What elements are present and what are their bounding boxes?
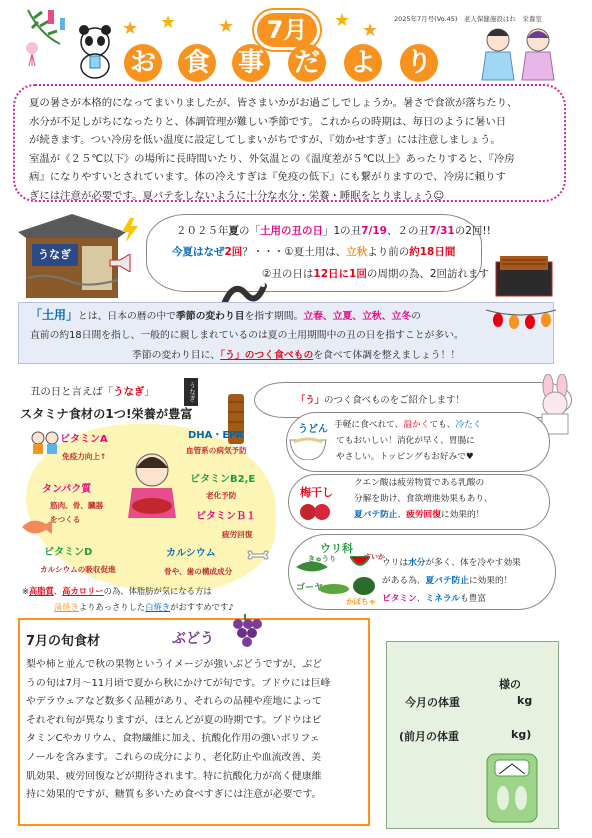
text-span: 温かく [403,420,430,430]
text-span: ②丑の日は [262,268,314,280]
text-span: 「う」 [296,395,325,406]
text-span: も豊富 [459,594,486,604]
text-span: の周期の為、2回訪れます [366,268,490,280]
umeboshi-line: クエン酸は疲労物質である乳酸の [354,478,485,488]
girl-eating-illustration [118,448,188,520]
text-span: ？・・・①夏土用は、 [242,246,347,258]
nutrient-desc: カルシウムの吸収促進 [40,565,116,574]
text-span: とは、日本の暦の中で [78,311,176,322]
text-span: 夏バテ防止 [425,576,469,586]
unagi-pack-label: うなぎ [184,378,198,406]
weight-unit: kg [517,694,533,707]
nutrient-desc [50,499,108,527]
weight-unit: kg) [511,728,532,741]
intro-line: 病』になりやすいとされています。体の冷えすぎは『免疫の低下』にも繋がりますので、冷房に頼りす [29,171,506,184]
scale-illustration [485,752,539,824]
uri-line [382,574,512,590]
issue-info: 2025年7月号(Vo.45) 老人保健施設はれ 栄養室 [394,15,542,23]
uri-sub-label: ゴーヤ [296,583,324,593]
umeboshi-line [354,508,484,524]
udon-line: てもおいしい！消化が早く、胃腸に [336,436,475,446]
star-icon: ★ [160,12,177,33]
intro-line: が続きます。つい冷房を低い温度に設定してしまいがちですが、『効かせすぎ』には注意しましょう。 [29,134,501,147]
nutrient-name: カルシウム [166,548,216,559]
text-span: 「土用」 [30,308,79,322]
text-span: がある為、 [382,576,426,586]
lightning-icon [120,218,140,242]
title-char: 食 [178,44,216,82]
nutrient-name: ビタミンD [44,547,93,558]
seasonal-box [18,618,370,826]
text-span: 手軽に食べれて、 [334,420,404,430]
star-icon: ★ [334,10,351,31]
seasonal-line: うの旬は7月～11月頃で夏から秋にかけてが旬です。ブドウには巨峰 [26,677,331,689]
stamina-intro [30,383,155,398]
text-span: 高カロリー [62,586,104,596]
doyo-line2: 直前の約18日間を指し、一般的に親しまれているのは夏の土用期間中の丑の日を指すことが多い。 [30,330,464,341]
doyo-line1 [30,306,421,323]
intro-line: ぎには注意が必要です。夏バテをしないように十分な水分・栄養・睡眠をとりましょう☺ [29,189,445,202]
month-badge: 7月 [254,10,320,50]
seasonal-line: 持に効果的ですが、糖質も多いため食べすぎには注意が必要です。 [26,789,322,801]
text-span: よりあっさりした [78,601,146,612]
text-span: うなぎ [113,386,145,398]
text-span: 12日に1回 [313,268,367,280]
text-span: 丑の日と言えば「 [30,386,114,398]
weight-last-month-label: (前月の体重 [399,730,460,743]
text-span: の [411,311,421,322]
text-span: 、２の丑 [386,225,429,237]
star-icon: ★ [362,20,379,41]
text-span: ビタミン [382,594,417,604]
udon-label: うどん [298,424,328,435]
stamina-note [22,584,276,615]
text-span: に効果的！ [468,576,513,586]
intro-line: 室温が《２５℃以下》の場所に長時間いたり、外気温との《温度差が５℃以上》あったりすると、『冷房 [29,152,515,165]
text-span: 冷たく [455,420,482,430]
intro-line: 水分が不足しがちになったりと、体調管理が難しい季節です。これからの時期は、毎日のように暑い日 [29,115,507,128]
text-span: のつく食べものをご紹介します！ [324,395,465,406]
pumpkin-illustration [352,574,376,596]
uri-sub-label: すいか [364,553,385,561]
text-span: 」1の丑 [323,225,362,237]
title-char: だ [288,44,326,82]
eel-shop-sign: うなぎ [38,248,71,261]
text-span: 7/31 [428,225,455,237]
text-span: 」 [144,386,155,398]
text-span: 夏 [228,225,239,237]
text-span: 蒲焼き [54,601,79,612]
weight-name-suffix: 様の [499,678,521,691]
nutrient-name: ビタミンB2,E [190,474,256,485]
lantern-garland-illustration [486,306,556,330]
text-span: ても、 [429,420,456,430]
text-span: 今夏はなぜ [172,246,225,258]
star-icon: ★ [218,16,235,37]
nutrient-desc: 骨や、歯の構成成分 [164,567,233,576]
doyo-cloud-line1 [176,223,491,238]
text-span: 水分 [408,558,426,568]
text-span: ※ [22,586,29,596]
text-span: 白焼き [145,601,171,612]
nutrient-desc: 疲労回復 [222,530,253,539]
text-span: に効果的！ [440,510,485,520]
text-span: ミネラル [425,594,460,604]
text-span: 立秋 [346,246,368,258]
text-span: 、 [397,510,407,520]
kids-illustration [30,430,60,456]
unaju-box-illustration [492,248,556,298]
seasonal-fruit-name: ぶどう [172,631,214,647]
text-span: 夏バテ防止 [354,510,398,520]
weight-this-month-label: 今月の体重 [405,696,460,709]
nutrient-name: DHA・EPA [188,430,244,441]
star-icon: ★ [122,18,139,39]
stamina-heading: スタミナ食材の1つ!栄養が豊富 [20,407,193,421]
text-span: の「 [239,225,260,237]
u-foods-intro [296,392,465,406]
text-span: 立春、立夏、立秋、立冬 [303,311,412,322]
seasonal-line: やデラウェアなど数多く品種があり、それらの品種や産地によって [26,696,322,708]
title-char: よ [344,44,382,82]
text-span: 筋肉、骨、臓器をつくる [50,501,104,524]
uri-line [382,592,486,608]
nutrient-name: ビタミンA [60,434,108,445]
title-char: 事 [232,44,270,82]
nutrient-name: タンパク質 [42,484,92,495]
intro-box [13,84,566,202]
text-span: 7/19 [361,225,387,237]
title-char: お [124,44,162,82]
nutrient-desc: 老化予防 [206,491,237,500]
text-span: がおすすめです♪ [170,601,234,612]
nutrient-desc: 血管系の病気予防 [186,446,247,455]
text-span: 2回 [224,246,243,258]
text-span: 約18日間 [409,246,456,258]
uri-sub-label: きゅうり [308,555,336,563]
text-span: ２０２５年 [176,225,229,237]
text-span: 季節の変わり目に、 [132,350,221,361]
text-span: 高脂質 [28,586,54,596]
text-span: 「う」のつく食べもの [220,350,314,361]
umeboshi-illustration [296,500,336,522]
intro-line: 夏の暑さが本格的になってまいりましたが、皆さまいかがお過ごしでしょうか。暑さで食欲が落ちたり、 [29,97,518,109]
nutrient-name: ビタミンＢ１ [196,511,256,522]
doyo-cloud-line3 [262,266,489,281]
text-span: の2回!! [454,225,491,237]
seasonal-title: 7月の旬食材 [26,634,101,649]
umeboshi-line: 分解を助け、食欲増進効果もあり、 [354,494,493,504]
uri-line [382,556,521,572]
seasonal-line: それぞれ旬が異なりますが、ほとんどが夏の時期です。ブドウはビ [26,714,322,726]
text-span: 、 [53,586,63,596]
megaphone-icon [108,254,134,272]
title-char: り [400,44,438,82]
text-span: を指す期間。 [244,311,304,322]
seasonal-line: タミンCやカリウム、食物繊維に加え、抗酸化作用の強いポリフェ [26,733,320,745]
uri-sub-label: かぼちゃ [346,597,376,606]
text-span: が多く、体を冷やす効果 [425,558,521,568]
nutrient-desc: 免疫力向上↑ [62,452,107,461]
text-span: ウリは [382,558,409,568]
salmon-illustration [20,516,54,538]
text-span: 土用の丑の日 [260,225,323,237]
weight-record-box [386,641,559,829]
panda-illustration [72,24,118,80]
udon-line: やさしい。トッピングもお好みで♥ [336,452,474,462]
udon-line [334,418,482,434]
seasonal-body [26,656,366,805]
seasonal-line: 肌効果、疲労回復などが期待されます。特に抗酸化力が高く健康維 [26,770,322,782]
umeboshi-label: 梅干し [300,486,333,499]
grape-illustration [228,614,262,650]
orihime-hikoboshi-illustration [468,22,568,82]
text-span: より前の [367,246,410,258]
text-span: 季節の変わり目 [175,311,245,322]
seasonal-line: 梨や柿と並んで秋の果物というイメージが強いぶどうですが、ぶど [26,659,322,670]
text-span: 、 [416,594,426,604]
doyo-cloud-line2 [172,244,455,259]
doyo-line3 [132,347,460,361]
bone-icon [246,548,270,562]
uri-label: ウリ科 [320,542,353,555]
seasonal-line: ノールを含みます。これらの成分により、老化防止や血流改善、美 [26,751,321,763]
text-span: を食べて体調を整えましょう！！ [313,350,461,361]
text-span: の為、体脂肪が気になる方は [103,586,212,596]
udon-illustration [288,432,328,460]
text-span: 疲労回復 [406,510,441,520]
